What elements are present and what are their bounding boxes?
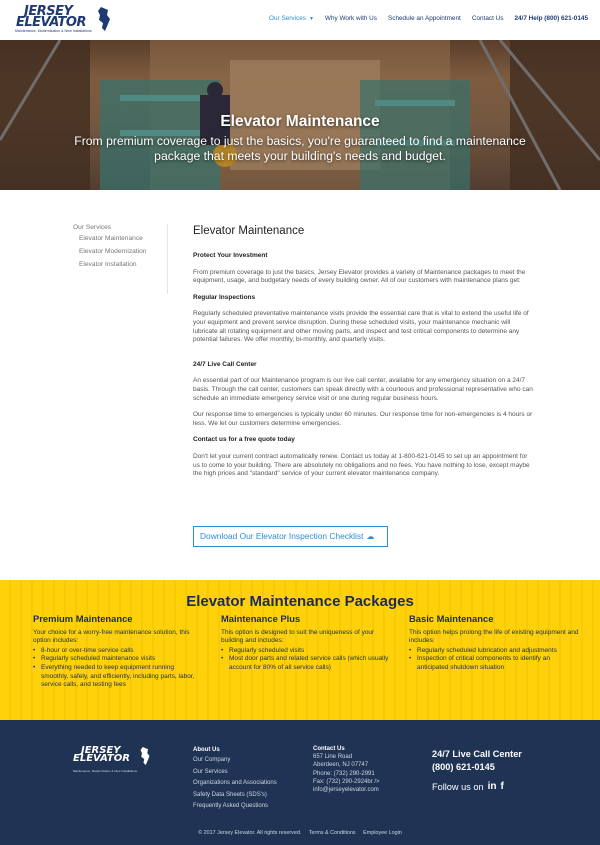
regular-text: Regularly scheduled preventative maintenance visits provide the essential care that is vital to extend the useful life of your equipment and prevent service disruption. During these scheduled visits, your maintenance mechanic will lubricate all rotating equipment and other moving parts, and inspect and test critical components to determine any potential failures. We offer monthly, bi-monthly, and quarterly visits.: [193, 310, 529, 344]
quote-text: Don't let your current contract automatically renew. Contact us today at 1-800-621-0145 to set up an appointment for us to come to your building. There are absolutely no obligations and no fees. You have nothing to lose, except maybe the high prices and "standard" service of your current elevator maintenance company.: [193, 452, 530, 478]
footer-logo-line1: JERSEY: [81, 745, 121, 756]
site-footer: [0, 720, 600, 845]
services-sidebar: [73, 224, 168, 294]
main-content: [193, 224, 533, 487]
footer-call-center: [432, 748, 522, 774]
download-checklist-button[interactable]: [193, 526, 388, 547]
package-basic: [409, 615, 579, 673]
new-jersey-state-icon: [139, 747, 151, 765]
package-desc: This option is designed to suit the uniqueness of your building and includes:: [221, 628, 375, 645]
footer-follow-label: Follow us on: [432, 782, 484, 792]
terms-link[interactable]: Terms & Conditions: [308, 830, 356, 836]
chevron-down-icon: ▼: [308, 16, 314, 22]
list-item: • Regularly scheduled lubrication and adjustments: [409, 647, 579, 656]
footer-address-line2: Aberdeen, NJ 07747: [313, 762, 369, 769]
list-item: • Regularly scheduled visits: [221, 647, 391, 656]
hero-banner: [0, 40, 600, 190]
footer-fax: Fax: (732) 290-2924br />: [313, 778, 380, 785]
package-premium: [33, 615, 203, 690]
sidebar-item-modernization[interactable]: Elevator Modernization: [79, 248, 147, 255]
footer-about-heading: About Us: [193, 747, 220, 753]
nav-contact-us[interactable]: Contact Us: [471, 15, 504, 22]
footer-follow: [432, 782, 504, 792]
list-item: • Most door parts and related service calls (which usually account for 80% of all service calls): [221, 655, 391, 672]
facebook-icon[interactable]: f: [500, 781, 504, 792]
footer-email[interactable]: info@jerseyelevator.com: [313, 787, 379, 794]
footer-link-organizations[interactable]: Organizations and Associations: [193, 780, 277, 786]
list-item: • Everything needed to keep equipment running smoothly, safely, and efficiently, including parts, labor, service calls, and testing fees: [33, 664, 203, 690]
download-checklist-label: Download Our Elevator Inspection Checklist: [200, 531, 364, 541]
footer-link-our-company[interactable]: Our Company: [193, 757, 231, 763]
jersey-elevator-logo[interactable]: [14, 5, 114, 35]
page-title: Elevator Maintenance: [193, 225, 305, 237]
package-bullets: [221, 647, 391, 673]
main-nav: [269, 15, 588, 22]
package-bullets: [409, 647, 579, 673]
footer-logo-tagline: Maintenance, Modernization & New Installations: [73, 769, 138, 773]
list-item: • Regularly scheduled maintenance visits: [33, 655, 203, 664]
sidebar-item-maintenance[interactable]: Elevator Maintenance: [79, 235, 143, 242]
sidebar-heading[interactable]: Our Services: [73, 224, 112, 231]
protect-heading: Protect Your Investment: [193, 252, 268, 259]
sidebar-item-installation[interactable]: Elevator Installation: [79, 261, 137, 268]
footer-logo-line2: ELEVATOR: [73, 753, 130, 764]
footer-phone[interactable]: Phone: (732) 290-2991: [313, 770, 375, 777]
regular-heading: Regular Inspections: [193, 293, 256, 301]
package-name: Basic Maintenance: [409, 613, 494, 624]
site-header: [0, 0, 600, 40]
live-call-text-2: Our response time to emergencies is typically under 60 minutes. Our response time for non-emergencies is 4 hours or less. We let our customers determine emergencies.: [193, 411, 533, 427]
packages-title: Elevator Maintenance Packages: [186, 593, 414, 610]
nav-why-work-with-us[interactable]: Why Work with Us: [324, 15, 377, 22]
quote-heading: Contact us for a free quote today: [193, 436, 295, 444]
footer-bottom: [0, 828, 600, 838]
nav-our-services-label: Our Services: [269, 15, 306, 22]
live-call-heading: 24/7 Live Call Center: [193, 360, 257, 368]
cloud-download-icon: ☁: [366, 532, 375, 541]
footer-link-sds[interactable]: Safety Data Sheets (SDS's): [193, 791, 267, 798]
logo-line2: ELEVATOR: [16, 15, 86, 30]
logo-line1: JERSEY: [24, 4, 73, 19]
footer-logo[interactable]: [73, 745, 153, 773]
hero-subtitle: From premium coverage to just the basics, you're guaranteed to find a maintenance package that meets your building's needs and budget.: [74, 134, 526, 163]
list-item: • 8-hour or over-time service calls: [33, 647, 203, 656]
new-jersey-state-icon: [96, 7, 112, 31]
package-desc: This option helps prolong the life of existing equipment and includes:: [409, 628, 579, 645]
copyright: © 2017 Jersey Elevator. All rights reserved.: [198, 830, 302, 836]
footer-call-title: 24/7 Live Call Center: [432, 749, 522, 759]
employee-login-link[interactable]: Employee Login: [363, 830, 402, 836]
hero-title: Elevator Maintenance: [220, 113, 380, 130]
footer-link-faq[interactable]: Frequently Asked Questions: [193, 803, 269, 809]
footer-link-our-services[interactable]: Our Services: [193, 768, 228, 775]
footer-call-number[interactable]: (800) 621-0145: [432, 762, 495, 772]
footer-contact-heading: Contact Us: [313, 746, 345, 752]
nav-help-phone[interactable]: 24/7 Help (800) 621-0145: [514, 15, 588, 22]
logo-tagline: Maintenance, Modernization & New Installations: [15, 29, 92, 33]
live-call-text-1: An essential part of our Maintenance program is our live call center, available for any emergency situation on a 24/7 basis. Through the call center, customers can speak directly with a courteous and professional representative who can schedule an immediate emergency service visit or one during regular business hours.: [193, 377, 533, 402]
linkedin-icon[interactable]: in: [487, 781, 497, 792]
package-bullets: [33, 647, 203, 690]
footer-address-line1: 657 Line Road: [313, 754, 353, 761]
packages-section: [0, 580, 600, 720]
protect-text: From premium coverage to just the basics, Jersey Elevator provides a variety of Maintenance packages to meet the equipment, usage, and budgetary needs of every building owner. All of our customers with maintenance plans get:: [193, 268, 526, 285]
footer-contact: [313, 745, 380, 794]
package-name: Premium Maintenance: [33, 613, 133, 624]
package-desc: Your choice for a worry-free maintenance solution, this option includes:: [33, 628, 190, 645]
nav-our-services[interactable]: [269, 15, 314, 22]
footer-about: [193, 745, 277, 813]
nav-schedule-appointment[interactable]: Schedule an Appointment: [387, 15, 461, 22]
package-plus: [221, 615, 391, 673]
list-item: • Inspection of critical components to identify an anticipated shutdown situation: [409, 655, 579, 672]
package-name: Maintenance Plus: [221, 613, 301, 624]
